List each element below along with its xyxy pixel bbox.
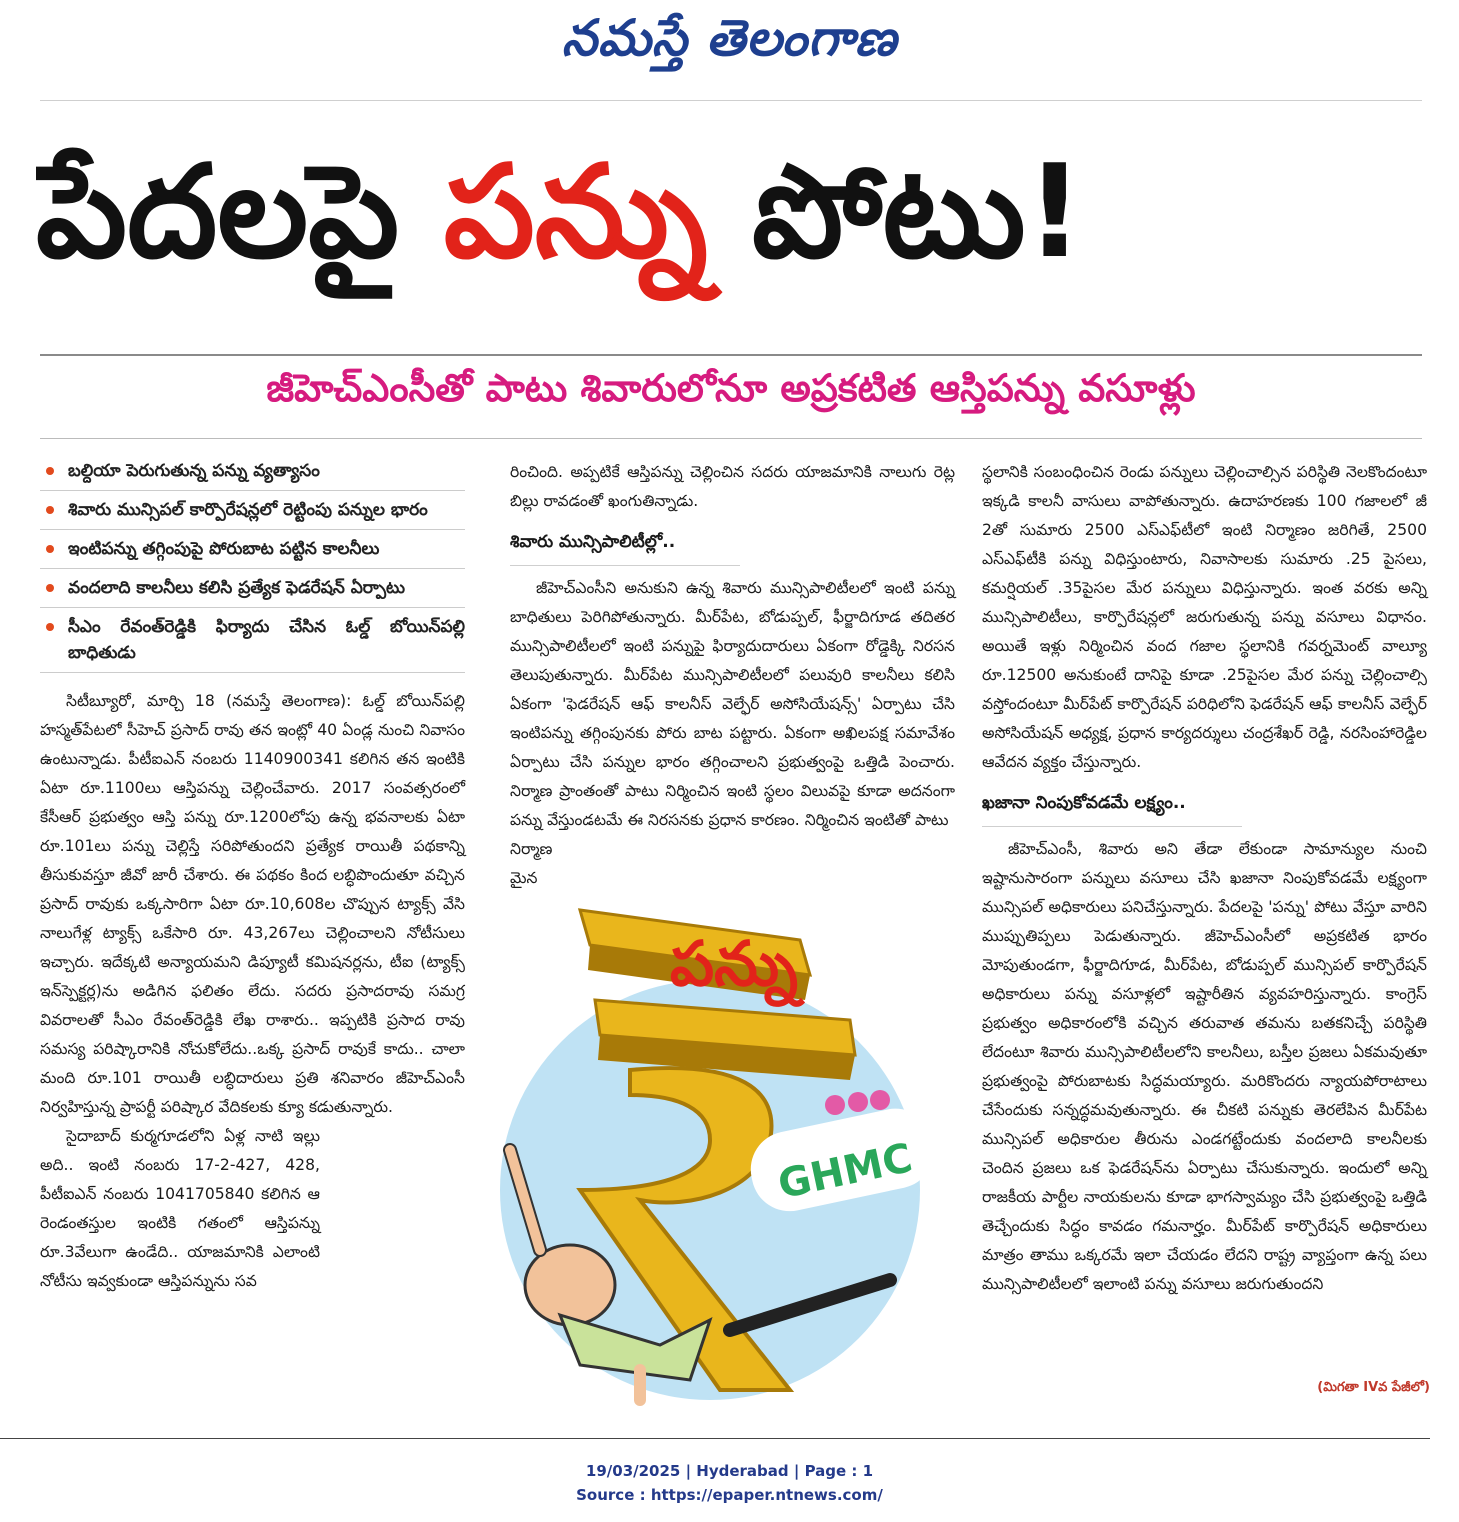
continued-note: (మిగతా IVవ పేజీలో) <box>1317 1380 1430 1395</box>
body-paragraph: రించింది. అప్పటికే ఆస్తిపన్ను చెల్లించిన సదరు యాజమానికి నాలుగు రెట్ల బిల్లు రావడంతో ఖంగుతిన్నాడు. <box>510 463 955 510</box>
masthead-divider <box>40 100 1422 101</box>
footer-source: Source : https://epaper.ntnews.com/ <box>576 1486 883 1504</box>
body-paragraph: జీహెచ్‌ఎంసీ, శివారు అని తేడా లేకుండా సామాన్యుల నుంచి ఇష్టానుసారంగా పన్నులు వసూలు చేసి ఖజానా నింపుకోవడమే లక్ష్యంగా మున్సిపల్ అధికారులు పనిచేస్తున్నారు. పేదలపై 'పన్ను' పోటు వేస్తూ వారిని ముప్పుతిప్పలు పెడుతున్నారు. జీహెచ్‌ఎంసీలో అప్రకటిత భారం మోపుతుండగా, ఫీర్జాదిగూడ, మీర్‌పేట, బోడుప్పల్ మున్సిపల్ కార్పొరేషన్ అధికారులు పన్ను వసూళ్లలో ఇష్టారీతిన వ్యవహరిస్తున్నారు. కాంగ్రెస్ ప్రభుత్వం అధికారంలోకి వచ్చిన తరువాత తమను బతకనిచ్చే పరిస్థితి లేదంటూ శివారు మున్సిపాలిటీలలోని కాలనీలు, బస్తీల ప్రజలు ఏకమవుతూ ప్రభుత్వంపై పోరుబాటకు సిద్ధమయ్యారు. మరికొందరు న్యాయపోరాటాలు చేసేందుకు సన్నద్ధమవుతున్నారు. ఈ చీకటి పన్నుకు తెరలేపిన మీర్‌పేట మున్సిపల్ అధికారుల తీరును ఎండగట్టేందుకు వందలాది కాలనీలకు చెందిన ప్రజలు ఒక ఫెడరేషన్‌ను ఏర్పాటు చేసుకున్నారు. ఇందులో అన్ని రాజకీయ పార్టీల నాయకులను కూడా భాగస్వామ్యం చేసి ప్రభుత్వంపై ఒత్తిడి తెచ్చేందుకు సిద్ధం కావడం గమనార్హం. మీర్‌పేట్ కార్పొరేషన్ అధికారులు మాత్రం తాము ఒక్కరమే ఇలా చేయడం లేదని రాష్ట్ర వ్యాప్తంగా ఉన్న పలు మున్సిపాలిటీలలో ఇలాంటి పన్ను వసూలు జరుగుతుందని <box>982 840 1427 1293</box>
footer-date-page: 19/03/2025 | Hyderabad | Page : 1 <box>585 1462 874 1480</box>
footer-divider <box>0 1438 1430 1439</box>
highlight-item: శివారు మున్సిపల్ కార్పొరేషన్లలో రెట్టింపు పన్నుల భారం <box>40 491 465 530</box>
headline-part-1: పేదలపై <box>36 138 444 287</box>
highlight-item: ఇంటిపన్ను తగ్గింపుపై పోరుబాట పట్టిన కాలనీలు <box>40 530 465 569</box>
section-title: ఖజానా నింపుకోవడమే లక్ష్యం.. <box>982 785 1242 827</box>
newspaper-masthead: నమస్తే తెలంగాణ <box>561 8 898 67</box>
subheadline: జీహెచ్‌ఎంసీతో పాటు శివారులోనూ అప్రకటిత ఆస్తిపన్ను వసూళ్లు <box>266 366 1196 410</box>
highlight-item: సీఎం రేవంత్‌రెడ్డికి ఫిర్యాదు చేసిన ఓల్డ్ బోయిన్‌పల్లి బాధితుడు <box>40 608 465 673</box>
body-paragraph: సిటీబ్యూరో, మార్చి 18 (నమస్తే తెలంగాణ): ఓల్డ్ బోయిన్‌పల్లి హస్మత్‌పేటలో సీహెచ్ ప్రసాద్ రావు తన ఇంట్లో 40 ఏండ్ల నుంచి నివాసం ఉంటున్నాడు. పీటీఐఎన్ నంబరు 1140900341 కలిగిన తన ఇంటికి ఏటా రూ.1100లు ఆస్తిపన్ను చెల్లించేవారు. 2017 సంవత్సరంలో కేసీఆర్ ప్రభుత్వం ఆస్తి పన్ను రూ.1200లోపు ఉన్న భవనాలకు ఏటా రూ.101లు పన్ను చెల్లిస్తే సరిపోతుందని ప్రత్యేక రాయితీ పథకాన్ని తీసుకువస్తూ జీవో జారీ చేశారు. ఈ పథకం కింద లబ్ధిపొందుతూ వచ్చిన ప్రసాద్ రావుకు ఒక్కసారిగా ఏటా రూ.10,608ల చొప్పున ట్యాక్స్ వేసి నాలుగేళ్ల ట్యాక్స్ ఒకేసారి రూ. 43,267లు చెల్లించాలని నోటీసులు ఇచ్చారు. ఇదేక్కటి అన్యాయమని డిప్యూటీ కమిషనర్లను, టీఐ (ట్యాక్స్ ఇన్‌స్పెక్టర్ల)ను అడిగిన ఫలితం లేదు. సదరు ప్రసాదరావు సమగ్ర వివరాలతో సీఎం రేవంత్‌రెడ్డికి లేఖ రాశారు.. ఇప్పటికి ప్రసాద రావు సమస్య పరిష్కారానికి నోచుకోలేదు..ఒక్క ప్రసాద్ రావుకే కాదు.. చాలా మంది రూ.101 రాయితీ లబ్ధిదారులు ప్రతి శనివారం జీహెచ్‌ఎంసీ నిర్వహిస్తున్న ప్రాపర్టీ పరిష్కార వేదికలకు క్యూ కడుతున్నారు. <box>40 692 465 1116</box>
tax-illustration <box>410 890 990 1410</box>
highlights-list <box>40 452 465 673</box>
body-paragraph: నిర్మాణ మైన <box>510 840 553 887</box>
section-title: శివారు మున్సిపాలిటీల్లో.. <box>510 524 740 566</box>
highlight-item: బల్దియా పెరుగుతున్న పన్ను వ్యత్యాసం <box>40 452 465 491</box>
headline-divider <box>40 354 1422 356</box>
headline-highlight: పన్ను <box>443 138 708 287</box>
highlight-item: వందలాది కాలనీలు కలిసి ప్రత్యేక ఫెడరేషన్ ఏర్పాటు <box>40 569 465 608</box>
body-paragraph: సైదాబాద్ కుర్మగూడలోని ఏళ్ల నాటి ఇల్లు అది.. ఇంటి నంబరు 17-2-427, 428, పీటీఐఎన్ నంబరు 1041705840 కలిగిన ఆ రెండంతస్తుల ఇంటికి గతంలో ఆస్తిపన్ను రూ.3వేలుగా ఉండేది.. యాజమానికి ఎలాంటి నోటీసు ఇవ్వకుండా ఆస్తిపన్నును సవ <box>40 1127 320 1290</box>
illustration-word: పన్ను <box>670 927 798 1000</box>
headline-part-3: పోటు! <box>707 138 1084 287</box>
ghmc-label: GHMC <box>774 1135 917 1209</box>
headline <box>36 118 1426 308</box>
subheadline-divider <box>40 438 1422 439</box>
body-paragraph: జీహెచ్‌ఎంసీని అనుకుని ఉన్న శివారు మున్సిపాలిటీలలో ఇంటి పన్ను బాధితులు పెరిగిపోతున్నారు. మీర్‌పేట, బోడుప్పల్, ఫీర్జాదిగూడ తదితర మున్సిపాలిటీలలో ఇంటి పన్నుపై ఫిర్యాదుదారులు ఏకంగా రోడ్డెక్కి నిరసన తెలుపుతున్నారు. మీర్‌పేట మున్సిపాలిటీలలో పలువురి కాలనీలు కలిసి ఏకంగా 'ఫెడరేషన్ ఆఫ్ కాలనీస్ వెల్ఫేర్ అసోసియేషన్స్' ఏర్పాటు చేసి ఇంటిపన్ను తగ్గింపునకు పోరు బాట పట్టారు. ఏకంగా అఖిలపక్ష సమావేశం ఏర్పాటు చేసి పన్నుల భారం తగ్గించాలని ప్రభుత్వంపై ఒత్తిడి పెంచారు. నిర్మాణ ప్రాంతంతో పాటు నిర్మించిన ఇంటి స్థలం విలువపై కూడా అదనంగా పన్ను వేస్తుండటమే ఈ నిరసనకు ప్రధాన కారణం. నిర్మించిన ఇంటితో పాటు <box>510 579 955 829</box>
article-column-1 <box>40 452 465 1296</box>
body-paragraph: స్థలానికి సంబంధించిన రెండు పన్నులు చెల్లించాల్సిన పరిస్థితి నెలకొందంటూ ఇక్కడి కాలనీ వాసులు వాపోతున్నారు. ఉదాహరణకు 100 గజాలలో జీ 2తో సుమారు 2500 ఎస్‌ఎఫ్‌టీలో ఇంటి నిర్మాణం జరిగితే, 2500 ఎస్‌ఎఫ్‌టీకి పన్ను విధిస్తుంటారు, నివాసాలకు సుమారు .25 పైసలు, కమర్షియల్ .35పైసల మేర పన్నులు విధిస్తున్నారు. ఇంత వరకు అన్ని మున్సిపాలిటీలు, కార్పొరేషన్లలో జరుగుతున్న పన్ను వసూలు విధానం. అయితే ఇళ్లు నిర్మించిన వంద గజాల స్థలానికి గవర్నమెంట్ వాల్యూ రూ.12500 అనుకుంటే దానిపై కూడా .25పైసల మేర పన్ను చెల్లించాల్సి వస్తోందంటూ మీర్‌పేట్ కార్పొరేషన్ పరిధిలోని ఫెడరేషన్ ఆఫ్ కాలనీస్ వెల్ఫేర్ అసోసియేషన్ అధ్యక్ష, ప్రధాన కార్యదర్శులు చంద్రశేఖర్ రెడ్డి, నరసింహారెడ్డిల ఆవేదన వ్యక్తం చేస్తున్నారు. <box>982 463 1427 771</box>
article-column-3 <box>982 458 1427 1299</box>
article-column-2 <box>510 458 955 893</box>
